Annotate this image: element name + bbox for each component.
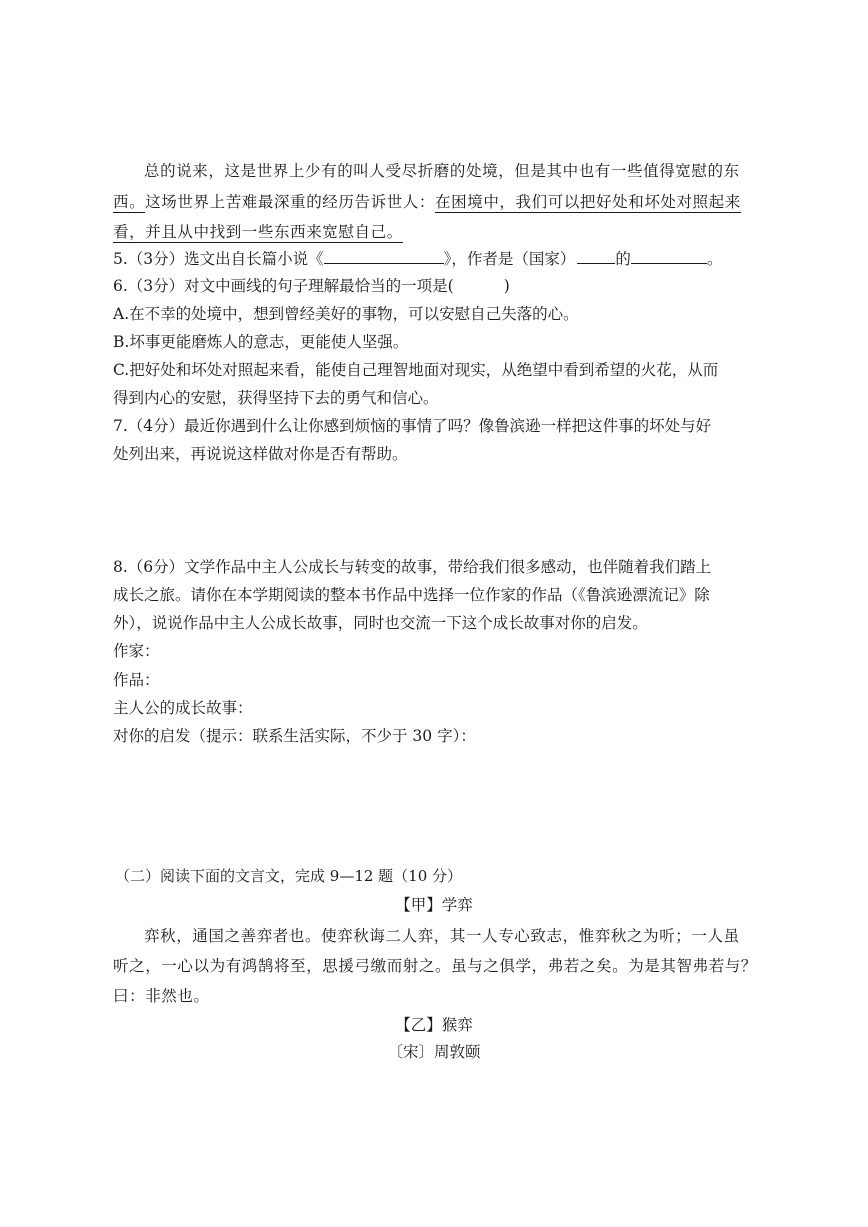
answer-blank-title[interactable] [324,248,444,264]
passage-text: 这场世界上苦难最深重的经历告诉世人： [145,193,436,211]
field-label: 对你的启发（提示：联系生活实际，不少于 30 字）： [113,727,476,745]
text-yi-author [0,1041,868,1063]
question-8-line-1 [113,556,711,578]
passage-line-2 [113,191,741,213]
author-field-label [113,640,160,662]
section-heading: （二）阅读下面的文言文，完成 9—12 题（10 分） [115,867,463,885]
question-text: 处列出来，再说说这样做对你是否有帮助。 [113,445,408,463]
text-jia-line-1 [144,925,740,947]
passage-line-3 [113,221,403,243]
question-text: 6.（3分）对文中画线的句子理解最恰当的一项是( [113,277,454,295]
option-text: B.坏事更能磨炼人的意志，更能使人坚强。 [113,333,409,351]
insight-field-label [113,725,476,747]
text-jia-title [0,894,868,916]
question-text: 成长之旅。请你在本学期阅读的整本书作品中选择一位作家的作品（《鲁滨逊漂流记》除 [113,586,710,604]
answer-blank-country[interactable] [577,248,615,264]
question-7-line-1 [113,415,711,437]
text-jia-line-2 [113,955,757,977]
passage-line-1 [144,160,740,182]
question-text: 。 [706,250,723,268]
question-8-line-3 [113,612,648,634]
question-text: 7.（4分）最近你遇到什么让你感到烦恼的事情了吗？像鲁滨逊一样把这件事的坏处与好 [113,417,712,435]
option-a [113,303,579,325]
passage-author: 〔宋〕周敦颐 [387,1043,481,1061]
passage-title: 【甲】学弈 [395,896,473,914]
option-c-line-2 [113,387,439,409]
question-text: 外），说说作品中主人公成长故事，同时也交流一下这个成长故事对你的启发。 [113,614,648,632]
underlined-text: 西。 [113,193,146,211]
story-field-label [113,697,253,719]
option-text: A.在不幸的处境中，想到曾经美好的事物，可以安慰自己失落的心。 [113,305,579,323]
field-label: 作品： [113,671,160,689]
question-text: 的 [615,250,631,268]
question-text: 》，作者是（国家） [443,250,576,268]
passage-text: 听之，一心以为有鸿鹄将至，思援弓缴而射之。虽与之俱学，弗若之矣。为是其智弗若与？ [113,957,758,975]
field-label: 作家： [113,642,160,660]
option-b [113,331,408,353]
option-text: 得到内心的安慰，获得坚持下去的勇气和信心。 [113,389,439,407]
field-label: 主人公的成长故事： [113,699,253,717]
passage-text: 总的说来，这是世界上少有的叫人受尽折磨的处境，但是其中也有一些值得宽慰的东 [144,162,740,180]
passage-title: 【乙】猴弈 [395,1016,473,1034]
question-text: ) [503,277,510,295]
option-c-line-1 [113,359,718,381]
passage-text: 曰：非然也。 [113,987,210,1005]
text-jia-line-3 [113,985,210,1007]
question-text: 8.（6分）文学作品中主人公成长与转变的故事，带给我们很多感动，也伴随着我们踏上 [113,558,712,576]
underlined-text: 在困境中，我们可以把好处和坏处对照起来 [435,193,741,211]
section-2-heading [115,865,462,887]
question-7-line-2 [113,443,408,465]
question-6-stem [113,275,510,297]
question-5 [113,248,722,270]
question-8-line-2 [113,584,710,606]
answer-blank-author[interactable] [631,248,707,264]
passage-text: 弈秋，通国之善弈者也。使弈秋诲二人弈，其一人专心致志，惟弈秋之为听；一人虽 [144,927,740,945]
work-field-label [113,669,160,691]
text-yi-title [0,1014,868,1036]
question-text: 5.（3分）选文出自长篇小说《 [113,250,324,268]
option-text: C.把好处和坏处对照起来看，能使自己理智地面对现实，从绝望中看到希望的火花，从而 [113,361,719,379]
underlined-text: 看，并且从中找到一些东西来宽慰自己。 [113,223,403,241]
